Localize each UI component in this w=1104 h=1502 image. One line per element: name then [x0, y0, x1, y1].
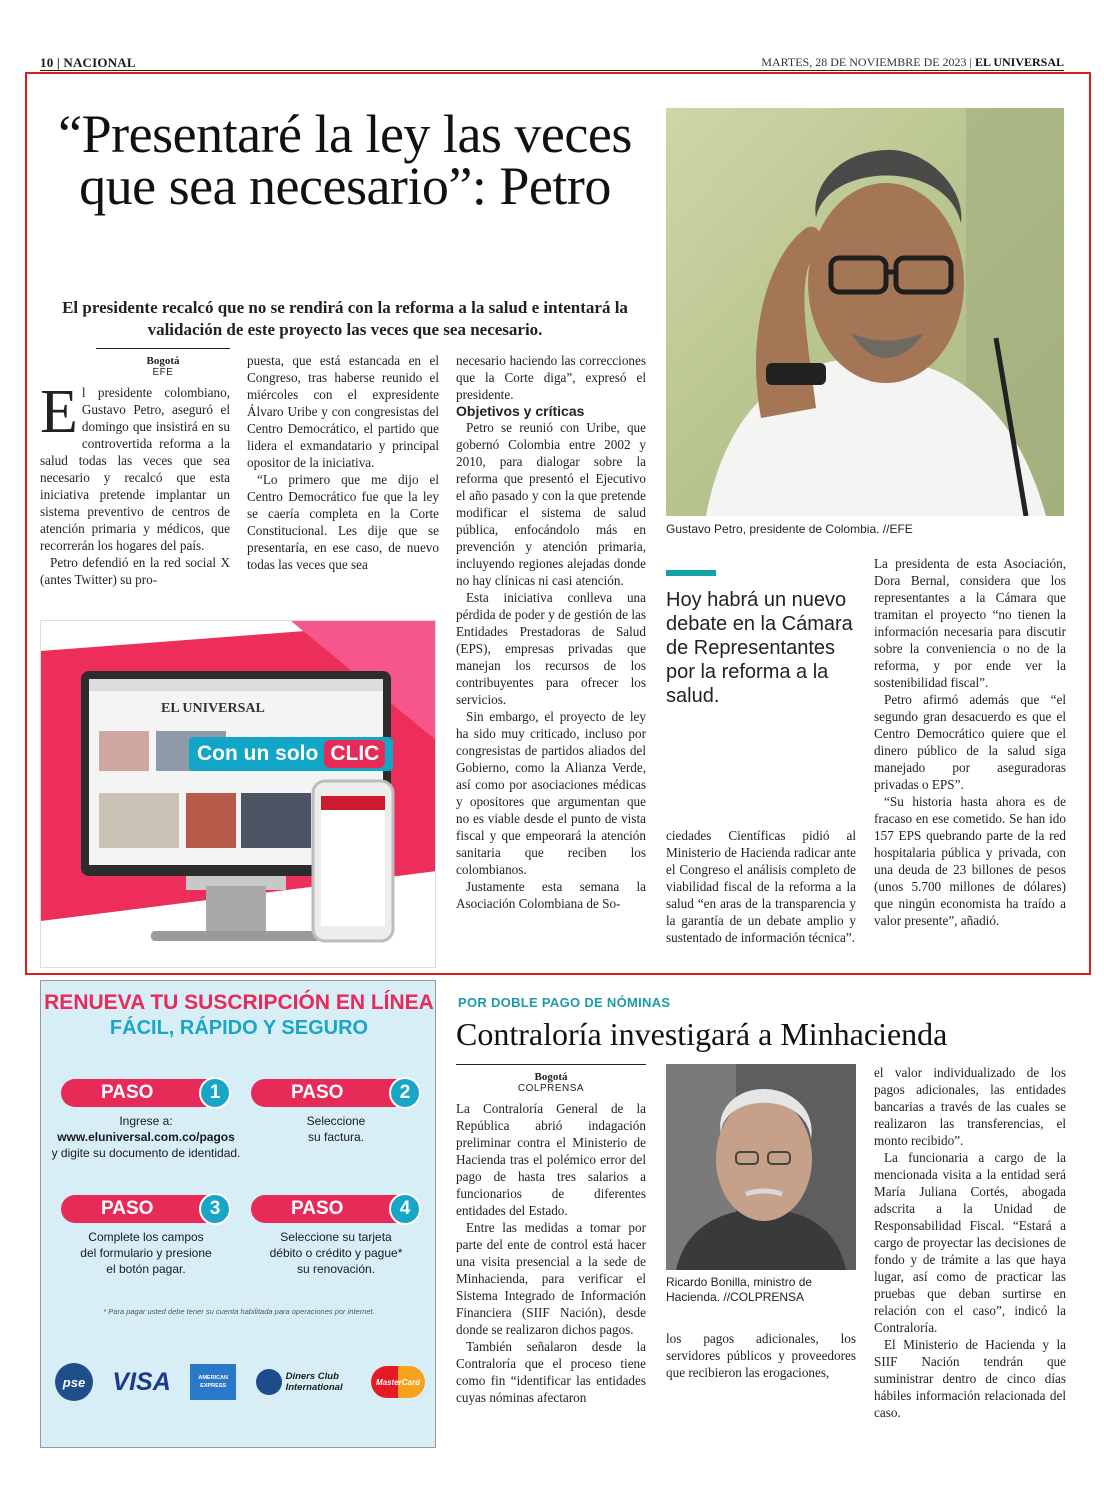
slogan-clic: CLIC: [324, 740, 385, 768]
paragraph: “Lo primero que me dijo el Centro Democrático fue que la ley se caería completa en la Corte Constitucional. Les dije que se presentaría, en ese caso, de nuevo todas las veces que sea: [247, 472, 439, 572]
pullquote-accent: [666, 570, 716, 576]
article2-column-1: [456, 1064, 646, 1406]
step-text: su factura.: [307, 1130, 365, 1144]
step-text: y digite su documento de identidad.: [51, 1146, 241, 1160]
paragraph: También señalaron desde la Contraloría que el proceso tiene como fin “identificar las entidades cuyas nóminas afectaron: [456, 1339, 646, 1405]
step-text: débito o crédito y pague*: [269, 1246, 403, 1260]
website-ad-illustration: [41, 621, 436, 968]
diners-icon: [256, 1369, 282, 1395]
visa-logo: VISA: [112, 1367, 171, 1396]
step-text: Seleccione: [306, 1114, 366, 1128]
payment-logos: [55, 1361, 425, 1403]
paragraph: La Contraloría General de la República abrió indagación preliminar contra el Ministerio de Hacienda tras el polémico error del pago de hasta tres salarios a funcionarios de diferentes entidades del Estado.: [456, 1101, 646, 1218]
step-text: Seleccione su tarjeta: [280, 1230, 392, 1244]
article2-headline: Contraloría investigará a Minhacienda: [456, 1016, 948, 1052]
step-label: PASO: [291, 1082, 344, 1103]
paragraph: Sin embargo, el proyecto de ley ha sido muy criticado, incluso por congresistas de partidos aliados del Gobierno, como la Alianza Verde, así como por asociaciones médicas y opositores que argumentan que no es viable desde el punto de vista fiscal y que empeorará la atención sanitaria que reciben los colombianos.: [456, 709, 646, 877]
paragraph: necesario haciendo las correcciones que la Corte diga”, expresó el presidente.: [456, 353, 646, 402]
article1-column-4: [666, 827, 856, 946]
subscription-note: * Para pagar usted debe tener su cuenta habilitada para operaciones por internet.: [103, 1307, 375, 1316]
slogan-text: Con un solo: [197, 742, 319, 765]
paragraph: puesta, que está estancada en el Congreso, tras haberse reunido el miércoles con el expresidente Álvaro Uribe y con congresistas del Centro Democrático, el partido que lidera el exmandatario y principal opositor de la iniciativa.: [247, 353, 439, 470]
step-1: [51, 1079, 241, 1161]
step-label: PASO: [291, 1198, 344, 1219]
paragraph: La funcionaria a cargo de la mencionada visita a la entidad será María Juliana Cortés, abogada adscrita a la Unidad de Responsabilidad Fiscal. “Estará a cargo de proyectar las decisiones de fondo y de trámite a las que haya lugar, así como de practicar las pruebas que deban surtirse en relación con el caso”, indicó la Contraloría.: [874, 1150, 1066, 1335]
article1-column-2: [247, 352, 439, 573]
paragraph: ciedades Científicas pidió al Ministerio de Hacienda radicar ante el Congreso el análisis completo de viabilidad fiscal de la reforma a la salud “en aras de la transparencia y la garantía de un debate amplio y sustentado de información técnica”.: [666, 828, 856, 945]
step-number: 2: [389, 1077, 421, 1109]
bonilla-photo-illustration: [666, 1064, 856, 1270]
article2-column-2: [666, 1330, 856, 1381]
step-label: PASO: [101, 1198, 154, 1219]
subscription-ad[interactable]: [40, 980, 436, 1448]
paragraph: El Ministerio de Hacienda y la SIIF Nación tendrán que suministrar dentro de cinco días hábiles información relacionada del caso.: [874, 1337, 1066, 1420]
diners-text: Diners Club International: [285, 1371, 343, 1393]
article2-dateline: Bogotá: [534, 1071, 568, 1083]
petro-photo-caption: Gustavo Petro, presidente de Colombia. //EFE: [666, 522, 913, 536]
paragraph: Esta iniciativa conlleva una pérdida de poder y de gestión de las Entidades Prestadoras de Salud (EPS), empresas privadas que manejan los recursos de los contribuyentes para ofrecer los servicios.: [456, 590, 646, 707]
step-number: 3: [199, 1193, 231, 1225]
step-4: [251, 1195, 421, 1277]
step-text: su renovación.: [296, 1262, 376, 1276]
bonilla-photo-caption: Ricardo Bonilla, ministro de Hacienda. //COLPRENSA: [666, 1275, 813, 1304]
article1-column-1: [40, 348, 230, 588]
paragraph: Petro defendió en la red social X (antes Twitter) su pro-: [40, 555, 230, 587]
newspaper-name: EL UNIVERSAL: [974, 55, 1064, 69]
subscription-title: RENUEVA TU SUSCRIPCIÓN EN LÍNEA: [44, 991, 434, 1014]
bonilla-photo: [666, 1064, 856, 1270]
main-deck: El presidente recalcó que no se rendirá con la reforma a la salud e intentará la validación de este proyecto las veces que sea necesario.: [62, 298, 628, 339]
paragraph: l presidente colombiano, Gustavo Petro, aseguró el domingo que insistirá en su controvertida reforma a la salud todas las veces que sea necesario y recalcó que esta iniciativa pretende implantar un sistema preventivo de centros de atención primaria y médicos, que recorrerán los hogares del país.: [40, 385, 230, 553]
pullquote: Hoy habrá un nuevo debate en la Cámara de Representantes por la reforma a la salud.: [666, 589, 853, 707]
subscription-subtitle: FÁCIL, RÁPIDO Y SEGURO: [109, 1017, 369, 1039]
step-2: [251, 1079, 421, 1145]
paragraph: “Su historia hasta ahora es de fracaso en ese cometido. Se han ido 157 EPS quebrando parte de la red hospitalaria pública y privada, con una deuda de 23 billones de pesos (unos 5.700 millones de dólares) que ningún economista ha traído a valor presente”, añadió.: [874, 794, 1066, 928]
byline-box: [96, 348, 230, 378]
issue-date: MARTES, 28 DE NOVIEMBRE DE 2023 |: [761, 55, 972, 69]
step-label: PASO: [101, 1082, 154, 1103]
pse-logo: pse: [55, 1363, 93, 1401]
petro-photo: [666, 108, 1064, 516]
header-rule: [40, 70, 1064, 71]
article2-column-3: [874, 1064, 1066, 1421]
step-url: www.eluniversal.com.co/pagos: [57, 1130, 235, 1144]
article2-byline-box: [456, 1064, 646, 1094]
amex-logo: AMERICAN EXPRESS: [190, 1364, 236, 1400]
step-text: el botón pagar.: [106, 1262, 186, 1276]
website-ad-slogan: [189, 737, 393, 771]
main-headline: “Presentaré la ley las veces que sea necesario”: Petro: [58, 104, 632, 216]
subhead: Objetivos y críticas: [456, 403, 585, 419]
petro-photo-illustration: [666, 108, 1064, 516]
step-text: del formulario y presione: [80, 1246, 212, 1260]
step-number: 4: [389, 1193, 421, 1225]
paragraph: La presidenta de esta Asociación, Dora Bernal, considera que los representantes a la Cámara que tramitan el proyecto “no tienen la información necesaria para discutir sobre la conveniencia o no de la reforma, y por ende ver la sostenibilidad fiscal”.: [874, 556, 1066, 690]
paragraph: Entre las medidas a tomar por parte del ente de control está hacer una visita presencial a la sede de Minhacienda, para verificar el Sistema Integrado de Información Financiera (SIIF Nación), desde donde se realizaron dichos pagos.: [456, 1220, 646, 1337]
section-label: 10 | NACIONAL: [40, 55, 136, 70]
article1-column-5: [874, 555, 1066, 929]
article2-kicker: POR DOBLE PAGO DE NÓMINAS: [458, 995, 671, 1010]
paragraph: el valor individualizado de los pagos adicionales, las entidades bancarias a través de las cuales se realizaron las transferencias, el monto recibido”.: [874, 1065, 1066, 1148]
article2-agency: COLPRENSA: [517, 1083, 585, 1094]
header-date: [761, 55, 1064, 70]
paragraph: Justamente esta semana la Asociación Colombiana de So-: [456, 879, 646, 911]
step-text: Ingrese a:: [119, 1114, 173, 1128]
website-ad[interactable]: [40, 620, 436, 968]
dateline: Bogotá: [146, 355, 180, 367]
step-3: [61, 1195, 231, 1277]
step-number: 1: [199, 1077, 231, 1109]
article1-column-3: [456, 352, 646, 912]
paragraph: Petro afirmó además que “el segundo gran desacuerdo es que el Centro Democrático quiere que el dinero público de la salud siga manejado por aseguradoras privadas o EPS”.: [874, 692, 1066, 792]
agency: EFE: [152, 367, 174, 378]
paragraph: Petro se reunió con Uribe, que gobernó Colombia entre 2002 y 2010, para dialogar sobre la reforma que presentó el Ejecutivo el año pasado y con la que pretende modificar el sistema de salud pública, enfocándolo más en prevención y atención primaria, incluyendo regiones alejadas donde no hay clínicas ni casi atención.: [456, 420, 646, 588]
step-text: Complete los campos: [88, 1230, 204, 1244]
paragraph: los pagos adicionales, los servidores públicos y proveedores que recibieron las erogaciones,: [666, 1331, 856, 1380]
drop-cap: E: [40, 378, 78, 446]
diners-logo: [256, 1369, 352, 1395]
mastercard-logo: MasterCard: [371, 1366, 425, 1398]
website-ad-logo: EL UNIVERSAL: [161, 701, 265, 716]
